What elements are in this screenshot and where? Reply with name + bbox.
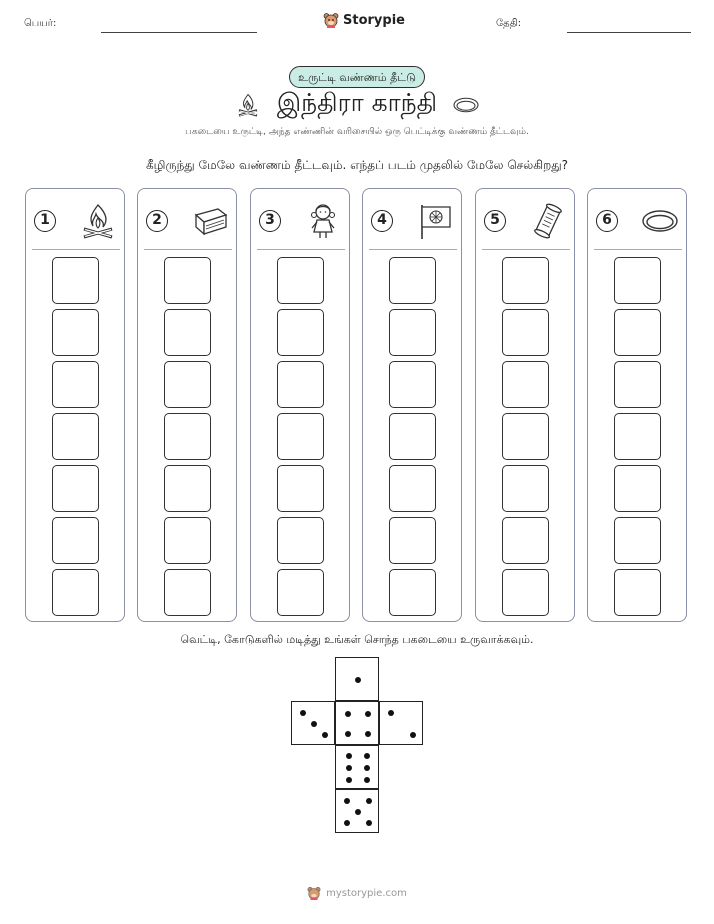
color-box[interactable] [277,361,324,408]
column-divider [482,249,570,250]
column-number: 4 [371,210,393,232]
girl-doll-icon [303,201,343,241]
die-pip [344,820,350,826]
footer [0,886,714,900]
column-2 [137,188,237,622]
column-divider [32,249,120,250]
die-pip [364,765,370,771]
color-box[interactable] [164,569,211,616]
column-4 [362,188,462,622]
color-box[interactable] [389,517,436,564]
date-line [567,32,691,33]
page-title: இந்திரா காந்தி [276,88,438,117]
die-pip [365,711,371,717]
color-box[interactable] [164,465,211,512]
bear-mascot-icon [323,12,339,28]
color-box[interactable] [502,309,549,356]
brand-name: Storypie [343,12,405,28]
die-pip [388,710,394,716]
color-box[interactable] [164,413,211,460]
die-pip [364,753,370,759]
die-pip [344,798,350,804]
name-label: பெயர்: [24,18,57,29]
color-box[interactable] [389,569,436,616]
subtitle: பகடையை உருட்டி, அந்த எண்ணின் வரிசையில் ஒரு பெட்டிக்கு வண்ணம் தீட்டவும். [185,127,529,137]
die-face-5 [335,789,379,833]
die-pip [346,777,352,783]
column-header [484,199,568,243]
column-5 [475,188,575,622]
color-box[interactable] [164,361,211,408]
campfire-icon [78,201,118,241]
color-box[interactable] [614,361,661,408]
column-header [596,199,680,243]
color-box[interactable] [614,569,661,616]
color-box[interactable] [164,309,211,356]
ring-icon [640,201,680,241]
die-face-6 [335,745,379,789]
title-row [0,88,714,121]
color-box[interactable] [52,517,99,564]
color-box[interactable] [389,413,436,460]
die-pip [366,820,372,826]
color-box[interactable] [502,257,549,304]
column-number: 5 [484,210,506,232]
brand-logo [323,12,405,28]
color-box[interactable] [389,257,436,304]
color-box[interactable] [277,517,324,564]
scroll-icon [528,201,568,241]
flag-icon [415,201,455,241]
die-pip [300,710,306,716]
color-box[interactable] [277,465,324,512]
activity-pill: உருட்டி வண்ணம் தீட்டு [289,66,425,88]
die-pip [345,731,351,737]
die-face-3 [291,701,335,745]
color-box[interactable] [614,257,661,304]
column-number: 6 [596,210,618,232]
name-line [101,32,257,33]
color-box[interactable] [277,413,324,460]
column-number: 2 [146,210,168,232]
column-6 [587,188,687,622]
color-box[interactable] [52,413,99,460]
die-face-2 [379,701,423,745]
color-box[interactable] [52,569,99,616]
color-box[interactable] [614,517,661,564]
color-box[interactable] [502,517,549,564]
die-pip [365,731,371,737]
die-pip [311,721,317,727]
die-pip [346,765,352,771]
color-box[interactable] [614,465,661,512]
instruction-text: வெட்டி, கோடுகளில் மடித்து உங்கள் சொந்த பகடையை உருவாக்கவும். [180,633,534,646]
color-box[interactable] [164,257,211,304]
die-pip [322,732,328,738]
color-box[interactable] [502,569,549,616]
column-3 [250,188,350,622]
book-icon [190,201,230,241]
color-box[interactable] [164,517,211,564]
color-box[interactable] [502,361,549,408]
die-pip [345,711,351,717]
column-number: 3 [259,210,281,232]
die-pip [355,809,361,815]
color-box[interactable] [277,309,324,356]
column-divider [144,249,232,250]
die-pip [364,777,370,783]
bear-mascot-icon [307,886,321,900]
color-box[interactable] [502,465,549,512]
column-number: 1 [34,210,56,232]
color-box[interactable] [502,413,549,460]
color-box[interactable] [614,309,661,356]
question-text: கீழிருந்து மேலே வண்ணம் தீட்டவும். எந்தப் படம் முதலில் மேலே செல்கிறது? [145,158,569,172]
column-divider [257,249,345,250]
column-divider [594,249,682,250]
color-box[interactable] [52,309,99,356]
column-header [371,199,455,243]
color-box[interactable] [389,361,436,408]
die-pip [346,753,352,759]
color-box[interactable] [389,309,436,356]
die-face-4 [335,701,379,745]
date-label: தேதி: [496,18,522,29]
color-box[interactable] [52,465,99,512]
color-box[interactable] [52,257,99,304]
column-divider [369,249,457,250]
color-box[interactable] [389,465,436,512]
die-pip [355,677,361,683]
color-box[interactable] [277,257,324,304]
ring-icon [451,90,481,120]
campfire-icon [233,90,263,120]
column-header [34,199,118,243]
die-pip [410,732,416,738]
column-1 [25,188,125,622]
die-face-1 [335,657,379,701]
footer-url: mystorypie.com [326,887,407,899]
die-pip [366,798,372,804]
color-box[interactable] [277,569,324,616]
color-box[interactable] [52,361,99,408]
column-header [259,199,343,243]
color-box[interactable] [614,413,661,460]
column-header [146,199,230,243]
